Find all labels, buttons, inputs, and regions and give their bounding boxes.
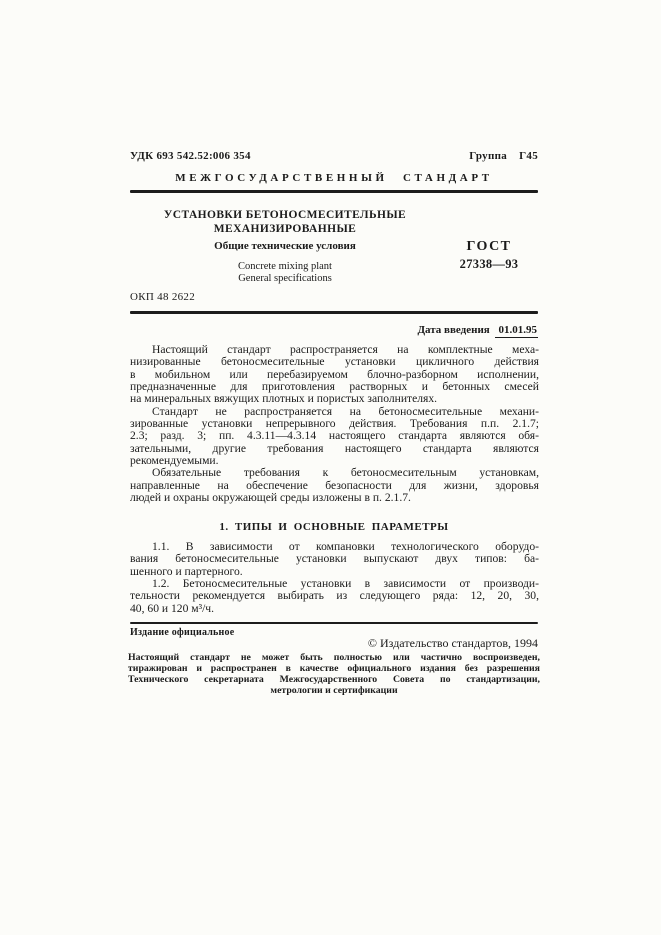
text-line: метрологии и сертификации — [270, 685, 398, 696]
section-1-body — [130, 541, 539, 615]
text-line: тиражирован и распространен в качестве официального издания без разрешения — [128, 663, 540, 674]
doc-title-en-line1: Concrete mixing plant — [238, 261, 332, 272]
doc-title-line1: УСТАНОВКИ БЕТОНОСМЕСИТЕЛЬНЫЕ — [163, 209, 407, 221]
doc-title-en-line2: General specifications — [238, 272, 332, 284]
doc-subtitle: Общие технические условия — [214, 240, 356, 252]
text-line: людей и охраны окружающей среды изложены в п. 2.1.7. — [130, 491, 411, 505]
paragraph — [130, 344, 539, 406]
paragraph — [130, 406, 539, 468]
paragraph — [130, 541, 539, 578]
gost-number: 27338—93 — [459, 257, 519, 271]
text-line: зательными, другие требования настоящего стандарта являются — [130, 441, 539, 455]
text-line: Настоящий стандарт не может быть полностью или частично воспроизведен, — [128, 652, 540, 663]
text-line: Обязательные требования к бетоносмесительным установкам, — [152, 466, 539, 480]
udk-code: УДК 693 542.52:006 354 — [130, 150, 251, 162]
edition-note: Издание официальное — [130, 627, 235, 638]
text-line: зированные установки непрерывного действия. Требования п.п. 2.1.7; — [130, 417, 539, 431]
text-line: 2.3; разд. 3; пп. 4.3.11—4.3.14 настоящего стандарта являются обя- — [130, 429, 539, 443]
reproduction-notice — [128, 652, 540, 696]
footer-divider — [130, 622, 538, 624]
gost-designation — [440, 209, 538, 284]
top-divider — [130, 190, 538, 193]
effective-date-value: 01.01.95 — [495, 324, 539, 338]
okp-code: ОКП 48 2622 — [130, 291, 196, 303]
text-line: 1.2. Бетоносмесительные установки в зависимости от производи- — [152, 577, 539, 591]
text-line: вания бетоносмесительные установки выпускают двух типов: ба- — [130, 552, 539, 566]
standard-type-banner: МЕЖГОСУДАРСТВЕННЫЙ СТАНДАРТ — [175, 172, 493, 184]
title-left — [130, 209, 440, 284]
title-block — [130, 209, 538, 284]
text-line: низированные бетоносмесительные установки цикличного действия — [130, 355, 539, 369]
section-1-heading: 1. ТИПЫ И ОСНОВНЫЕ ПАРАМЕТРЫ — [219, 521, 449, 533]
text-line: 40, 60 и 120 м³/ч. — [130, 601, 215, 615]
text-line: направленные на обеспечение безопасности для жизни, здоровья — [130, 478, 539, 492]
text-line: Настоящий стандарт распространяется на комплектные меха- — [152, 343, 539, 356]
text-line: в мобильном или перебазируемом блочно-разборном исполнении, — [130, 367, 539, 381]
intro-section — [130, 344, 539, 504]
header-row — [130, 150, 538, 162]
text-line: рекомендуемыми. — [130, 454, 219, 468]
text-line: 1.1. В зависимости от компановки технологического оборудо- — [152, 540, 539, 553]
doc-title-line2: МЕХАНИЗИРОВАННЫЕ — [213, 222, 357, 235]
text-line: шенного и партерного. — [130, 564, 243, 578]
text-line: тельности рекомендуется выбирать из следующего ряда: 12, 20, 30, — [130, 589, 539, 603]
text-line: Стандарт не распространяется на бетоносмесительные механи- — [152, 404, 539, 418]
group-code: Группа Г45 — [469, 150, 538, 162]
copyright-line: © Издательство стандартов, 1994 — [367, 636, 538, 650]
paragraph — [130, 467, 539, 504]
text-line: на минеральных вяжущих плотных и пористых заполнителях. — [130, 392, 438, 406]
effective-date — [130, 324, 538, 336]
paragraph — [130, 578, 539, 615]
gost-label: ГОСТ — [466, 239, 512, 254]
text-line: Технического секретариата Межгосударственного Совета по стандартизации, — [128, 674, 540, 685]
text-line: предназначенные для приготовления растворных и бетонных смесей — [130, 380, 539, 394]
effective-date-label: Дата введения — [417, 324, 490, 336]
mid-divider — [130, 311, 538, 314]
